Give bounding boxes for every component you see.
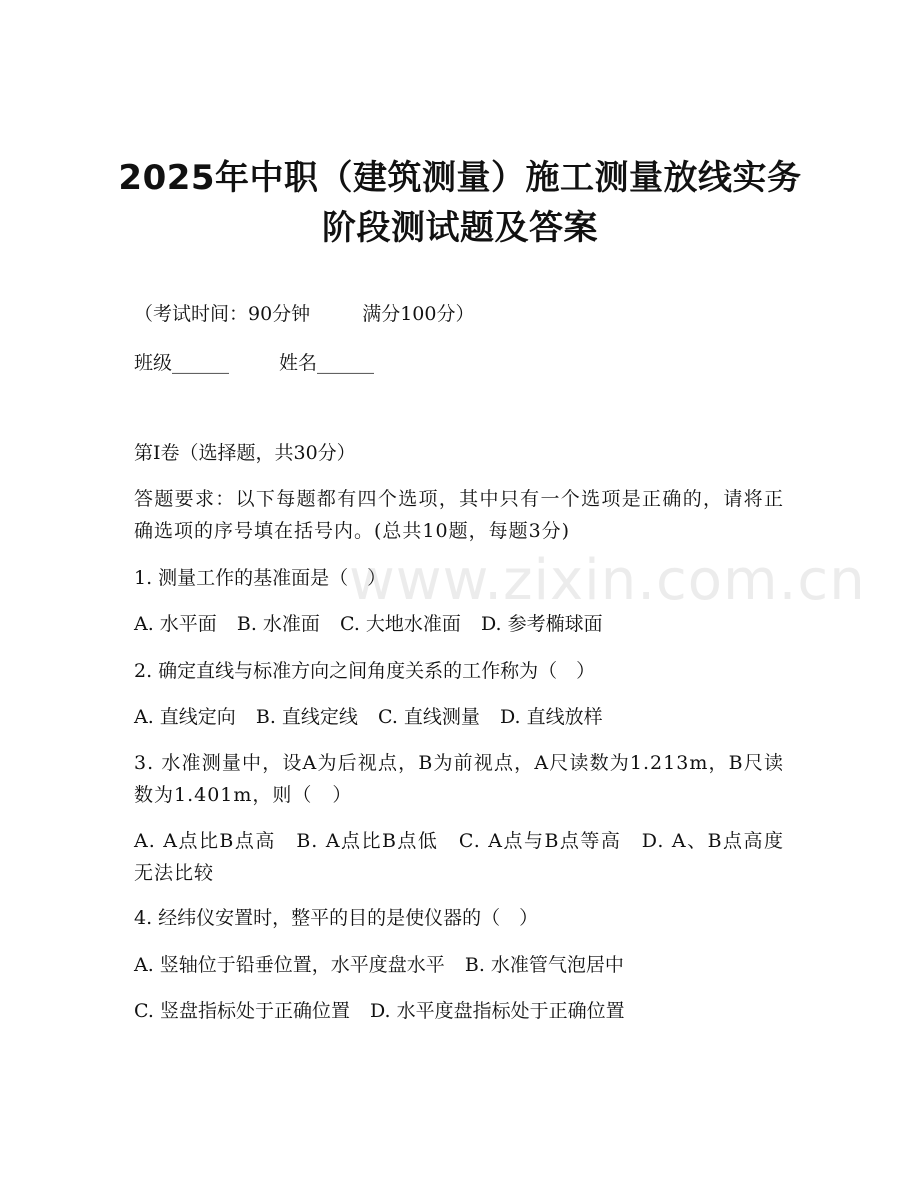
question-1-options [134, 612, 617, 636]
question-1-option-b: B. 水准面 [236, 613, 320, 635]
question-3-stem: 3. 水准测量中，设A为后视点，B为前视点，A尺读数为1.213m，B尺读数为1.401m，则（ ） [134, 752, 784, 806]
question-2-options [134, 705, 617, 729]
question-3-options: A. A点比B点高 B. A点比B点低 C. A点与B点等高 D. A、B点高度无法比较 [134, 830, 784, 884]
exam-score: 满分100分） [362, 303, 475, 325]
question-1-option-a: A. 水平面 [134, 613, 217, 635]
question-2-stem: 2. 确定直线与标准方向之间角度关系的工作称为（ ） [134, 660, 596, 682]
name-field-label: 姓名______ [279, 352, 375, 374]
question-2-option-a: A. 直线定向 [134, 706, 236, 728]
exam-time: （考试时间：90分钟 [134, 303, 311, 325]
question-2-option-c: C. 直线测量 [377, 706, 480, 728]
section-instructions: 答题要求：以下每题都有四个选项，其中只有一个选项是正确的，请将正确选项的序号填在括号内。(总共10题，每题3分) [134, 488, 784, 542]
watermark-text: www.zixin.com.cn [349, 548, 866, 613]
question-4-option-d: D. 水平度盘指标处于正确位置 [370, 1000, 625, 1022]
question-2-option-b: B. 直线定线 [255, 706, 358, 728]
exam-info [134, 302, 474, 326]
document-title-line-2: 阶段测试题及答案 [322, 208, 598, 248]
document-title-line-1: 2025年中职（建筑测量）施工测量放线实务 [118, 158, 802, 198]
question-1-stem: 1. 测量工作的基准面是（ ） [134, 567, 387, 589]
question-1-option-c: C. 大地水准面 [339, 613, 461, 635]
section-heading: 第I卷（选择题，共30分） [134, 442, 356, 464]
question-1-option-d: D. 参考椭球面 [480, 613, 603, 635]
question-4-stem: 4. 经纬仪安置时，整平的目的是使仪器的（ ） [134, 907, 539, 929]
question-4-option-c: C. 竖盘指标处于正确位置 [134, 1000, 350, 1022]
question-4-option-b: B. 水准管气泡居中 [464, 954, 624, 976]
question-2-option-d: D. 直线放样 [499, 706, 603, 728]
question-4-options-row-2 [134, 999, 639, 1023]
class-field-label: 班级______ [134, 352, 230, 374]
student-info [134, 351, 374, 375]
question-4-option-a: A. 竖轴位于铅垂位置，水平度盘水平 [134, 954, 445, 976]
question-4-options-row-1 [134, 953, 638, 977]
